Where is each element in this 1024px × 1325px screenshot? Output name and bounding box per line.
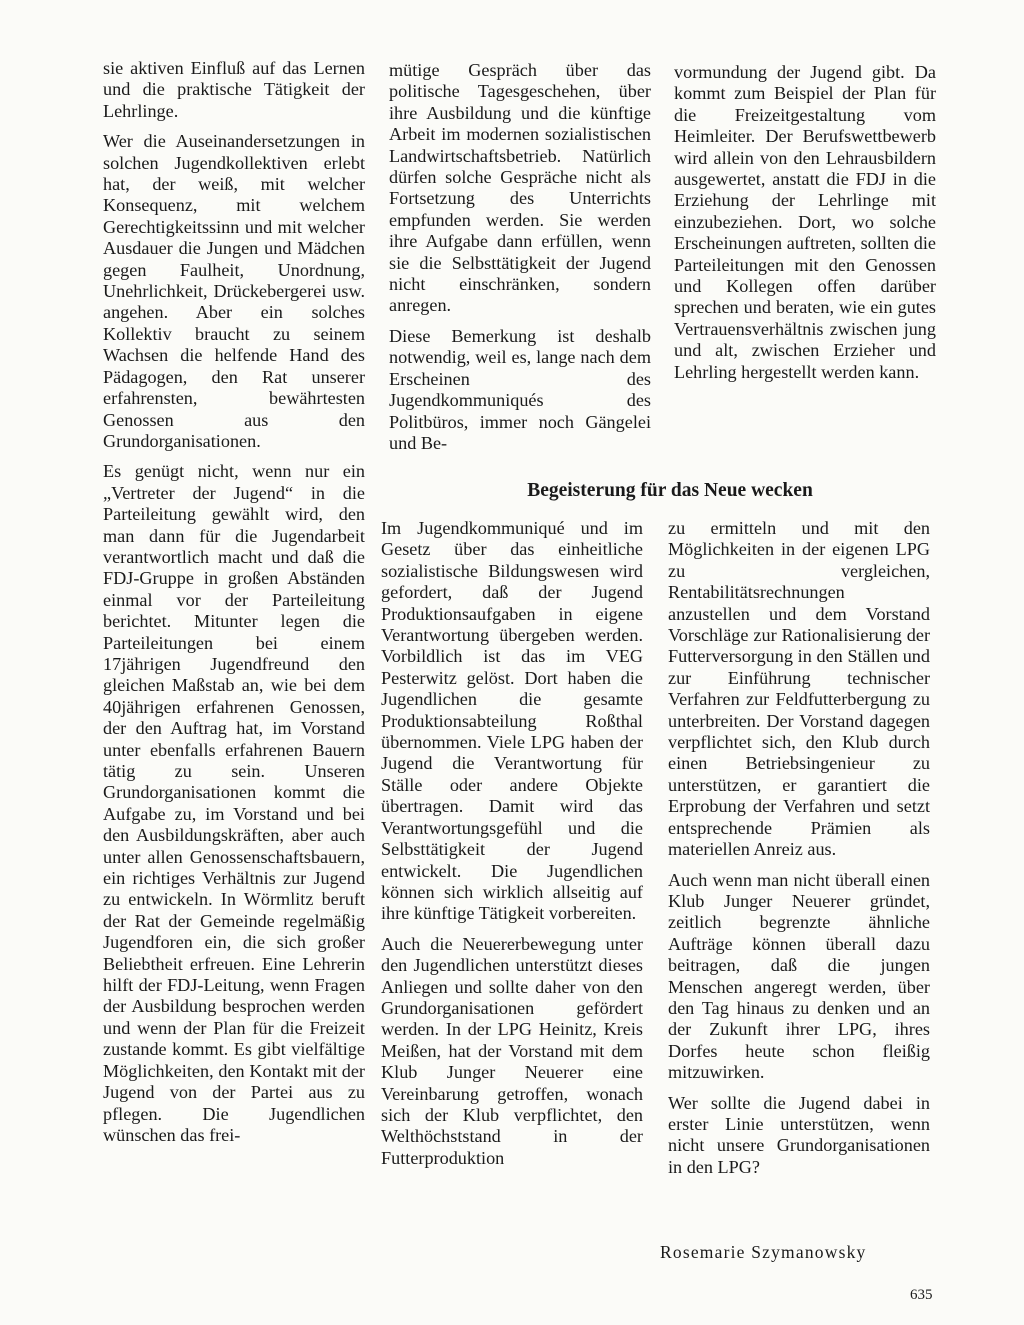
- paragraph: Auch die Neuererbewegung unter den Jugendlichen unterstützt dieses Anliegen und sollte daher von den Grundorganisationen gefördert werden. In der LPG Heinitz, Kreis Meißen, hat der Vorstand mit dem Klub Junger Neuerer eine Vereinbarung getroffen, wonach sich der Klub verpflichtet, den Welthöchststand in der Futterproduktion: [381, 933, 643, 1168]
- paragraph: Auch wenn man nicht überall einen Klub Junger Neuerer gründet, zeitlich begrenzte ähnliche Aufträge können überall dazu beitragen, daß die jungen Menschen angeregt werden, über den Tag hinaus zu denken und an der Zukunft ihrer LPG, ihres Dorfes heute schon fleißig mitzuwirken.: [668, 869, 930, 1083]
- paragraph: sie aktiven Einfluß auf das Lernen und die praktische Tätigkeit der Lehrlinge.: [103, 58, 365, 121]
- text-column-2: [389, 60, 651, 463]
- paragraph: Wer die Auseinandersetzungen in solchen Jugendkollektiven erlebt hat, der weiß, mit welcher Konsequenz, mit welchem Gerechtigkeitssinn und mit welcher Ausdauer die Jungen und Mädchen gegen Faulheit, Unordnung, Unehrlichkeit, Drückebergerei usw. angehen. Aber ein solches Kollektiv braucht zu seinem Wachsen die helfende Hand des Pädagogen, den Rat unserer erfahrensten, bewährtesten Genossen aus den Grundorganisationen.: [103, 131, 365, 451]
- page-number: 635: [910, 1287, 933, 1303]
- text-column-1: [103, 58, 365, 1155]
- paragraph: Es genügt nicht, wenn nur ein „Vertreter der Jugend“ in die Parteileitung gewählt wird, den man dann für die Jugendarbeit verantwortlich macht und daß die FDJ-Gruppe in großen Abständen einmal vor der Parteileitung berichtet. Mitunter legen die Parteileitungen bei einem 17jährigen Jugendfreund den gleichen Maßstab an, wie bei dem 40jährigen erfahrenen Genossen, der den Auftrag hat, im Vorstand unter ebenfalls erfahrenen Bauern tätig zu sein. Unseren Grundorganisationen kommt die Aufgabe zu, im Vorstand und bei den Ausbildungskräften, aber auch unter allen Genossenschaftsbauern, ein richtiges Verhältnis zur Jugend zu entwickeln. In Wörmlitz beruft der Rat der Gemeinde regelmäßig Jugendforen ein, die sich großer Beliebtheit erfreuen. Eine Lehrerin hilft der FDJ-Leitung, wenn Fragen der Ausbildung besprochen werden und wenn der Plan für die Freizeit zustande kommt. Es gibt vielfältige Möglichkeiten, den Kontakt mit der Jugend von der Partei aus zu pflegen. Die Jugendlichen wünschen das frei-: [103, 461, 365, 1145]
- paragraph: Wer sollte die Jugend dabei in erster Linie unterstützen, wenn nicht unsere Grundorganisationen in den LPG?: [668, 1092, 930, 1177]
- text-column-5: [668, 518, 930, 1187]
- paragraph: mütige Gespräch über das politische Tagesgeschehen, über ihre Ausbildung und die künftige Arbeit im modernen sozialistischen Landwirtschaftsbetrieb. Natürlich dürfen solche Gespräche nicht als Fortsetzung des Unterrichts empfunden werden. Sie werden ihre Aufgabe dann erfüllen, wenn sie die Selbsttätigkeit der Jugend nicht einschränken, sondern anregen.: [389, 60, 651, 316]
- text-column-3: [674, 62, 936, 392]
- author-signature: Rosemarie Szymanowsky: [660, 1242, 867, 1262]
- text-column-4: [381, 518, 643, 1178]
- paragraph: Diese Bemerkung ist deshalb notwendig, weil es, lange nach dem Erscheinen des Jugendkommuniqués des Politbüros, immer noch Gängelei und Be-: [389, 325, 651, 453]
- paragraph: Im Jugendkommuniqué und im Gesetz über das einheitliche sozialistische Bildungswesen wird gefordert, daß der Jugend Produktionsaufgaben in eigene Verantwortung übergeben werden. Vorbildlich ist das im VEG Pesterwitz gelöst. Dort haben die Jugendlichen die gesamte Produktionsabteilung Roßthal übernommen. Viele LPG haben der Jugend die Verantwortung für Ställe oder andere Objekte übertragen. Damit wird das Verantwortungsgefühl und die Selbsttätigkeit der Jugend entwickelt. Die Jugendlichen können sich wirklich allseitig auf ihre künftige Tätigkeit vorbereiten.: [381, 518, 643, 924]
- paragraph: zu ermitteln und mit den Möglichkeiten in der eigenen LPG zu vergleichen, Rentabilitätsrechnungen anzustellen und dem Vorstand Vorschläge zur Rationalisierung der Futterversorgung in den Ställen und zur Einführung technischer Verfahren zur Feldfutterbergung zu unterbreiten. Der Vorstand dagegen verpflichtet sich, den Klub durch einen Betriebsingenieur zu unterstützen, er garantiert die Erprobung der Verfahren und setzt entsprechende Prämien als materiellen Anreiz aus.: [668, 518, 930, 860]
- paragraph: vormundung der Jugend gibt. Da kommt zum Beispiel der Plan für die Freizeitgestaltung vom Heimleiter. Der Berufswettbewerb wird allein von den Lehrausbildern ausgewertet, anstatt die FDJ in die Erziehung der Lehrlinge mit einzubeziehen. Dort, wo solche Erscheinungen auftreten, sollten die Parteileitungen mit den Genossen und Kollegen offen darüber sprechen und beraten, wie ein gutes Vertrauensverhältnis zwischen jung und alt, zwischen Erzieher und Lehrling hergestellt werden kann.: [674, 62, 936, 382]
- section-heading: Begeisterung für das Neue wecken: [527, 480, 813, 501]
